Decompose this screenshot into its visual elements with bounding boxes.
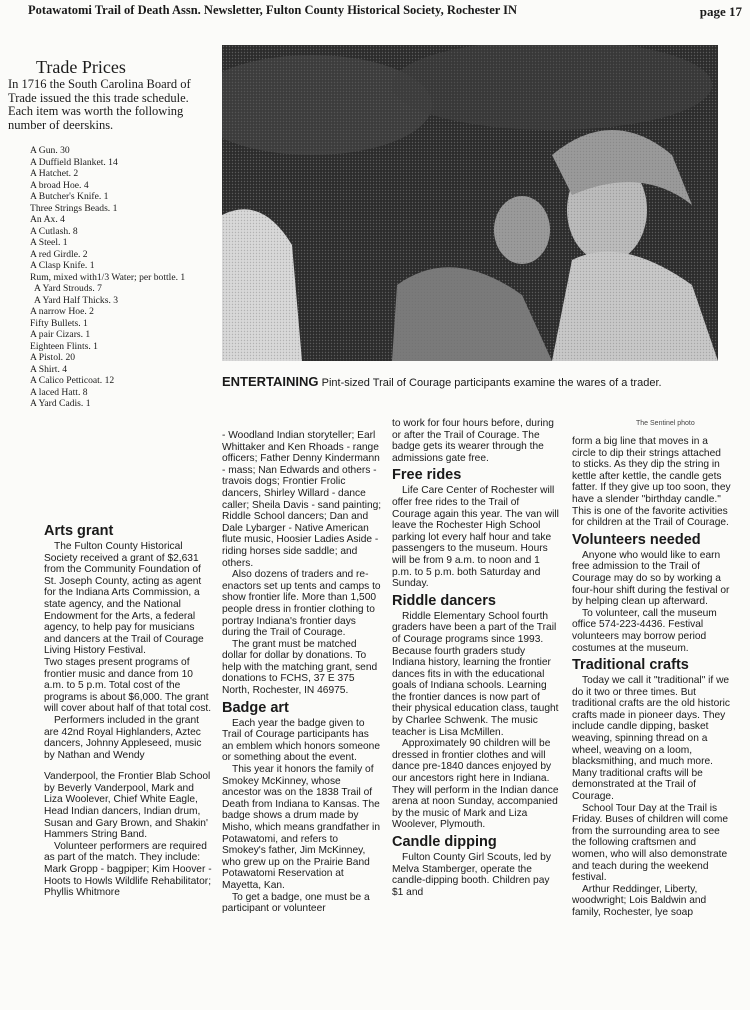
- list-item: A Yard Cadis. 1: [30, 398, 91, 409]
- trade-prices-list: [30, 145, 220, 410]
- photo-credit: The Sentinel photo: [636, 420, 695, 427]
- paragraph: This year it honors the family of Smokey McKinney, whose ancestor was on the 1838 Trail of Death from Indiana to Kansas. The badge shows a drum made by Misho, which means grandfather in Potawatomi, and refers to Smokey's father, Jim McKinney, who grew up on the Prairie Band Potawatomi Reservation at Mayetta, Kan.: [222, 764, 380, 891]
- riddle-dancers-heading: Riddle dancers: [392, 592, 496, 609]
- list-item: A Yard Strouds. 7: [34, 283, 102, 294]
- paragraph: Vanderpool, the Frontier Blab School by Beverly Vanderpool, Mark and Liza Woolever, Chief White Eagle, Head Indian dancers, Indian drum, Susan and Gary Brown, and Shakin' Hammers String Band.: [44, 771, 211, 841]
- paragraph: - Woodland Indian storyteller; Earl Whittaker and Ken Rhoads - range officers; Father Denny Kindermann - mass; Nan Edwards and others - travois dogs; Frontier Frolic dancers, Shirley Willard - dance caller; Sheila Davis - sand painting; Riddle School dancers; Dan and Dale Lybarger - Native American flute music, Hoosier Ladies Aside - riding horses side saddle; and others.: [222, 430, 382, 569]
- list-item: A Clasp Knife. 1: [30, 260, 95, 271]
- list-item: A Hatchet. 2: [30, 168, 79, 179]
- badge-art-heading: Badge art: [222, 699, 289, 716]
- list-item: A pair Cizars. 1: [30, 329, 91, 340]
- paragraph: Anyone who would like to earn free admission to the Trail of Courage may do so by working a four-hour shift during the festival or by helping clean up afterward.: [572, 549, 730, 608]
- traditional-crafts-heading: Traditional crafts: [572, 657, 689, 674]
- arts-grant-article: [44, 520, 214, 899]
- list-item: A Yard Half Thicks. 3: [34, 294, 119, 306]
- list-item: A laced Hatt. 8: [30, 386, 88, 398]
- candle-dipping-heading: Candle dipping: [392, 834, 497, 850]
- paragraph: Volunteer performers are required as part of the match. They include: Mark Gropp - bagpiper; Kim Hoover - Hoots to Howls Wildlife Rehabilitator; Phyllis Whitmore: [44, 840, 212, 899]
- trader-photo: [222, 45, 718, 361]
- list-item: A Gun. 30: [30, 145, 70, 156]
- page-header: [28, 3, 742, 21]
- paragraph: form a big line that moves in a circle to dip their strings attached to sticks. As they dip the string in kettle after kettle, the candle gets fatter. If they give up too soon, they have a slender "birthday candle." This is one of the favorite activities for children at the Trail of Courage.: [572, 436, 731, 529]
- list-item: An Ax. 4: [30, 214, 65, 225]
- caption-text: Pint-sized Trail of Courage participants examine the wares of a trader.: [321, 377, 662, 389]
- list-item: A Butcher's Knife. 1: [30, 191, 109, 202]
- list-item: A Calico Petticoat. 12: [30, 375, 115, 386]
- list-item: A Pistol. 20: [30, 352, 76, 363]
- paragraph: The Fulton County Historical Society received a grant of $2,631 from the Community Foundation of St. Joseph County, acting as agent for the Indiana Arts Commission, a state agency, and the National Endowment for the Arts, a federal agency, to help pay for musicians and dancers at the Trail of Courage Living History Festival.: [44, 541, 204, 657]
- free-rides-heading: Free rides: [392, 467, 462, 484]
- list-item: A broad Hoe. 4: [30, 179, 89, 191]
- paragraph: Each year the badge given to Trail of Courage participants has an emblem which honors someone or something about the event.: [222, 717, 380, 764]
- paragraph: To volunteer, call the museum office 574-223-4436. Festival volunteers may borrow period costumes at the museum.: [572, 607, 717, 654]
- paragraph: to work for four hours before, during or after the Trail of Courage. The badge gets its wearer through the admissions gate free.: [392, 418, 554, 464]
- trade-prices-intro: In 1716 the South Carolina Board of Trade issued the this trade schedule. Each item was worth the following number of deerskins.: [8, 77, 191, 132]
- column-3: [392, 418, 560, 898]
- list-item: Rum, mixed with1/3 Water; per bottle. 1: [30, 271, 186, 283]
- trade-prices-title: Trade Prices: [36, 57, 126, 77]
- list-item: A narrow Hoe. 2: [30, 306, 94, 317]
- list-item: Fifty Bullets. 1: [30, 317, 88, 329]
- paragraph: Life Care Center of Rochester will offer free rides to the Trail of Courage again this year. The van will leave the Rochester High School parking lot every half hour and take passengers to the museum. Hours will be from 9 a.m. to noon and 1 p.m. to 5 p.m. both Saturday and Sunday.: [392, 485, 559, 590]
- photo-image: [222, 45, 718, 361]
- list-item: A Duffield Blanket. 14: [30, 156, 118, 168]
- paragraph: To get a badge, one must be a participant or volunteer: [222, 891, 370, 915]
- list-item: A red Girdle. 2: [30, 248, 88, 260]
- list-item: Eighteen Flints. 1: [30, 340, 98, 352]
- paragraph: The grant must be matched dollar for dollar by donations. To help with the matching grant, send donations to FCHS, 37 E 375 North, Rochester, IN 46975.: [222, 638, 378, 697]
- arts-grant-heading: Arts grant: [44, 523, 114, 539]
- paragraph: Also dozens of traders and re-enactors set up tents and camps to show frontier life. More than 1,500 people dress in frontier clothing to portray Indiana's frontier days during the Trail of Courage.: [222, 569, 381, 639]
- paragraph: Performers included in the grant are 42nd Royal Highlanders, Aztec dancers, Johnny Appleseed, music by Nathan and Wendy: [44, 714, 202, 761]
- list-item: A Shirt. 4: [30, 363, 68, 375]
- page-number: page 17: [699, 4, 742, 19]
- paragraph: Today we call it "traditional" if we do it two or three times. But traditional crafts are the old historic crafts made in pioneer days. They include candle dipping, basket weaving, spinning thread on a wheel, weaving on a loom, blacksmithing, and much more. Many traditional crafts will be demonstrated at the Trail of Courage.: [572, 675, 730, 803]
- paragraph: Approximately 90 children will be dressed in frontier clothes and will dance pre-1840 dances enjoyed by our ancestors right here in Indiana. They will perform in the Indian dance arena at noon Sunday, accompanied by the music of Mark and Liza Woolever, Plymouth.: [392, 738, 559, 831]
- list-item: Three Strings Beads. 1: [30, 202, 118, 214]
- volunteers-needed-heading: Volunteers needed: [572, 531, 701, 548]
- paragraph: Two stages present programs of frontier music and dance from 10 a.m. to 5 p.m. Total cost of the programs is about $6,000. The grant will cover about half of that total cost.: [44, 656, 212, 715]
- photo-caption: [222, 375, 722, 390]
- column-4: [572, 436, 732, 919]
- paragraph: Fulton County Girl Scouts, led by Melva Stamberger, operate the candle-dipping booth. Children pay $1 and: [392, 852, 551, 898]
- caption-lead: ENTERTAINING: [222, 374, 319, 389]
- paragraph: Riddle Elementary School fourth graders have been a part of the Trail of Courage programs since 1993. Because fourth graders study Indiana history, learning the frontier dances fits in with the educational goals of Indiana schools. Learning the frontier dances is now part of their physical education class, taught by Charlee Schwenk. The music teacher is Lisa McMillen.: [392, 610, 559, 738]
- newsletter-title: Potawatomi Trail of Death Assn. Newsletter, Fulton County Historical Society, Rochester IN: [28, 3, 518, 17]
- paragraph: Arthur Reddinger, Liberty, woodwright; Lois Baldwin and family, Rochester, lye soap: [572, 883, 707, 918]
- list-item: A Cutlash. 8: [30, 225, 78, 237]
- column-2: [222, 430, 382, 915]
- list-item: A Steel. 1: [30, 237, 68, 248]
- paragraph: School Tour Day at the Trail is Friday. Buses of children will come from the surrounding area to see the following craftsmen and women, who will also demonstrate and teach during the weekend festival.: [572, 802, 729, 884]
